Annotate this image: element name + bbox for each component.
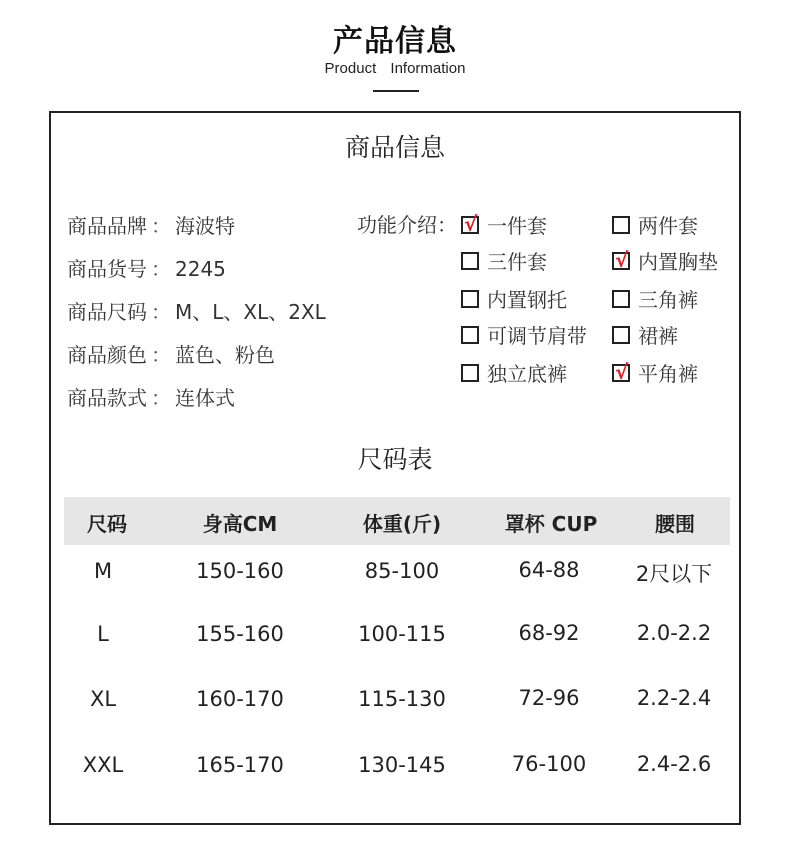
field-sizes xyxy=(67,296,326,325)
checkbox-icon xyxy=(461,326,479,344)
table-cell: 130-145 xyxy=(358,753,446,777)
field-label: 商品货号 xyxy=(67,257,147,281)
table-cell: 100-115 xyxy=(358,622,446,646)
table-cell: XXL xyxy=(82,753,124,777)
checkbox-icon xyxy=(461,211,479,236)
feature-checkbox-underwire xyxy=(461,284,567,313)
table-cell: 76-100 xyxy=(511,752,587,776)
feature-label: 三角裤 xyxy=(638,288,698,312)
field-value: 海波特 xyxy=(175,214,235,238)
column-header-cup: 罩杯 CUP xyxy=(504,512,598,536)
table-cell: 2.0-2.2 xyxy=(636,621,712,645)
column-header-height: 身高CM xyxy=(202,512,278,536)
checkbox-icon xyxy=(612,216,630,234)
feature-checkbox-boyshort xyxy=(612,358,698,387)
features-label: 功能介绍： xyxy=(357,213,457,237)
field-label: 商品颜色 xyxy=(67,343,147,367)
table-cell: 72-96 xyxy=(518,686,580,710)
field-label: 商品尺码 xyxy=(67,300,147,324)
table-cell: 165-170 xyxy=(196,753,284,777)
field-style xyxy=(67,382,235,411)
field-sep: ： xyxy=(151,257,171,281)
checkbox-icon xyxy=(461,364,479,382)
feature-label: 裙裤 xyxy=(638,324,678,348)
field-brand xyxy=(67,210,235,239)
table-cell: 155-160 xyxy=(196,622,284,646)
page-subtitle: Product Information xyxy=(324,60,466,77)
field-value: 2245 xyxy=(175,257,226,281)
field-value: 连体式 xyxy=(175,386,235,410)
feature-checkbox-skort xyxy=(612,320,678,349)
field-label: 商品品牌 xyxy=(67,214,147,238)
feature-label: 可调节肩带 xyxy=(487,324,587,348)
field-value: 蓝色、粉色 xyxy=(175,343,275,367)
field-sep: ： xyxy=(151,300,171,324)
table-cell: XL xyxy=(89,687,117,711)
field-item-number xyxy=(67,253,226,282)
page-title: 产品信息 xyxy=(333,24,457,59)
field-sep: ： xyxy=(151,386,171,410)
feature-checkbox-adjustable-straps xyxy=(461,320,587,349)
table-cell: 64-88 xyxy=(518,558,580,582)
feature-label: 三件套 xyxy=(487,250,547,274)
feature-checkbox-one-piece xyxy=(461,210,547,239)
size-chart-title: 尺码表 xyxy=(357,445,433,474)
feature-label: 独立底裤 xyxy=(487,362,567,386)
feature-label: 内置胸垫 xyxy=(638,250,718,274)
feature-label: 平角裤 xyxy=(638,362,698,386)
checkmark-icon: √ xyxy=(464,211,478,236)
feature-checkbox-separate-lining xyxy=(461,358,567,387)
table-cell: L xyxy=(97,622,109,646)
feature-checkbox-two-piece xyxy=(612,210,698,239)
table-cell: M xyxy=(93,559,113,583)
checkmark-icon: √ xyxy=(615,247,629,272)
feature-checkbox-three-piece xyxy=(461,246,547,275)
field-value: M、L、XL、2XL xyxy=(175,300,326,324)
checkbox-icon xyxy=(612,359,630,384)
column-header-waist: 腰围 xyxy=(655,512,695,536)
table-cell: 68-92 xyxy=(518,621,580,645)
checkbox-icon xyxy=(612,247,630,272)
table-cell: 2尺以下 xyxy=(635,562,713,586)
product-info-title: 商品信息 xyxy=(344,133,445,162)
column-header-size: 尺码 xyxy=(87,512,127,536)
feature-label: 两件套 xyxy=(638,214,698,238)
feature-label: 内置钢托 xyxy=(487,288,567,312)
table-cell: 2.2-2.4 xyxy=(636,686,712,710)
table-cell: 2.4-2.6 xyxy=(636,752,712,776)
checkbox-icon xyxy=(612,326,630,344)
checkbox-icon xyxy=(461,252,479,270)
feature-checkbox-built-in-pad xyxy=(612,246,718,275)
title-underline xyxy=(373,90,419,92)
field-label: 商品款式 xyxy=(67,386,147,410)
checkbox-icon xyxy=(612,290,630,308)
column-header-weight: 体重(斤) xyxy=(362,512,442,536)
table-cell: 160-170 xyxy=(196,687,284,711)
field-sep: ： xyxy=(151,214,171,238)
feature-label: 一件套 xyxy=(487,214,547,238)
feature-checkbox-brief xyxy=(612,284,698,313)
field-colors xyxy=(67,339,275,368)
checkbox-icon xyxy=(461,290,479,308)
table-cell: 115-130 xyxy=(358,687,446,711)
field-sep: ： xyxy=(151,343,171,367)
table-cell: 85-100 xyxy=(364,559,440,583)
table-cell: 150-160 xyxy=(196,559,284,583)
checkmark-icon: √ xyxy=(615,359,629,384)
